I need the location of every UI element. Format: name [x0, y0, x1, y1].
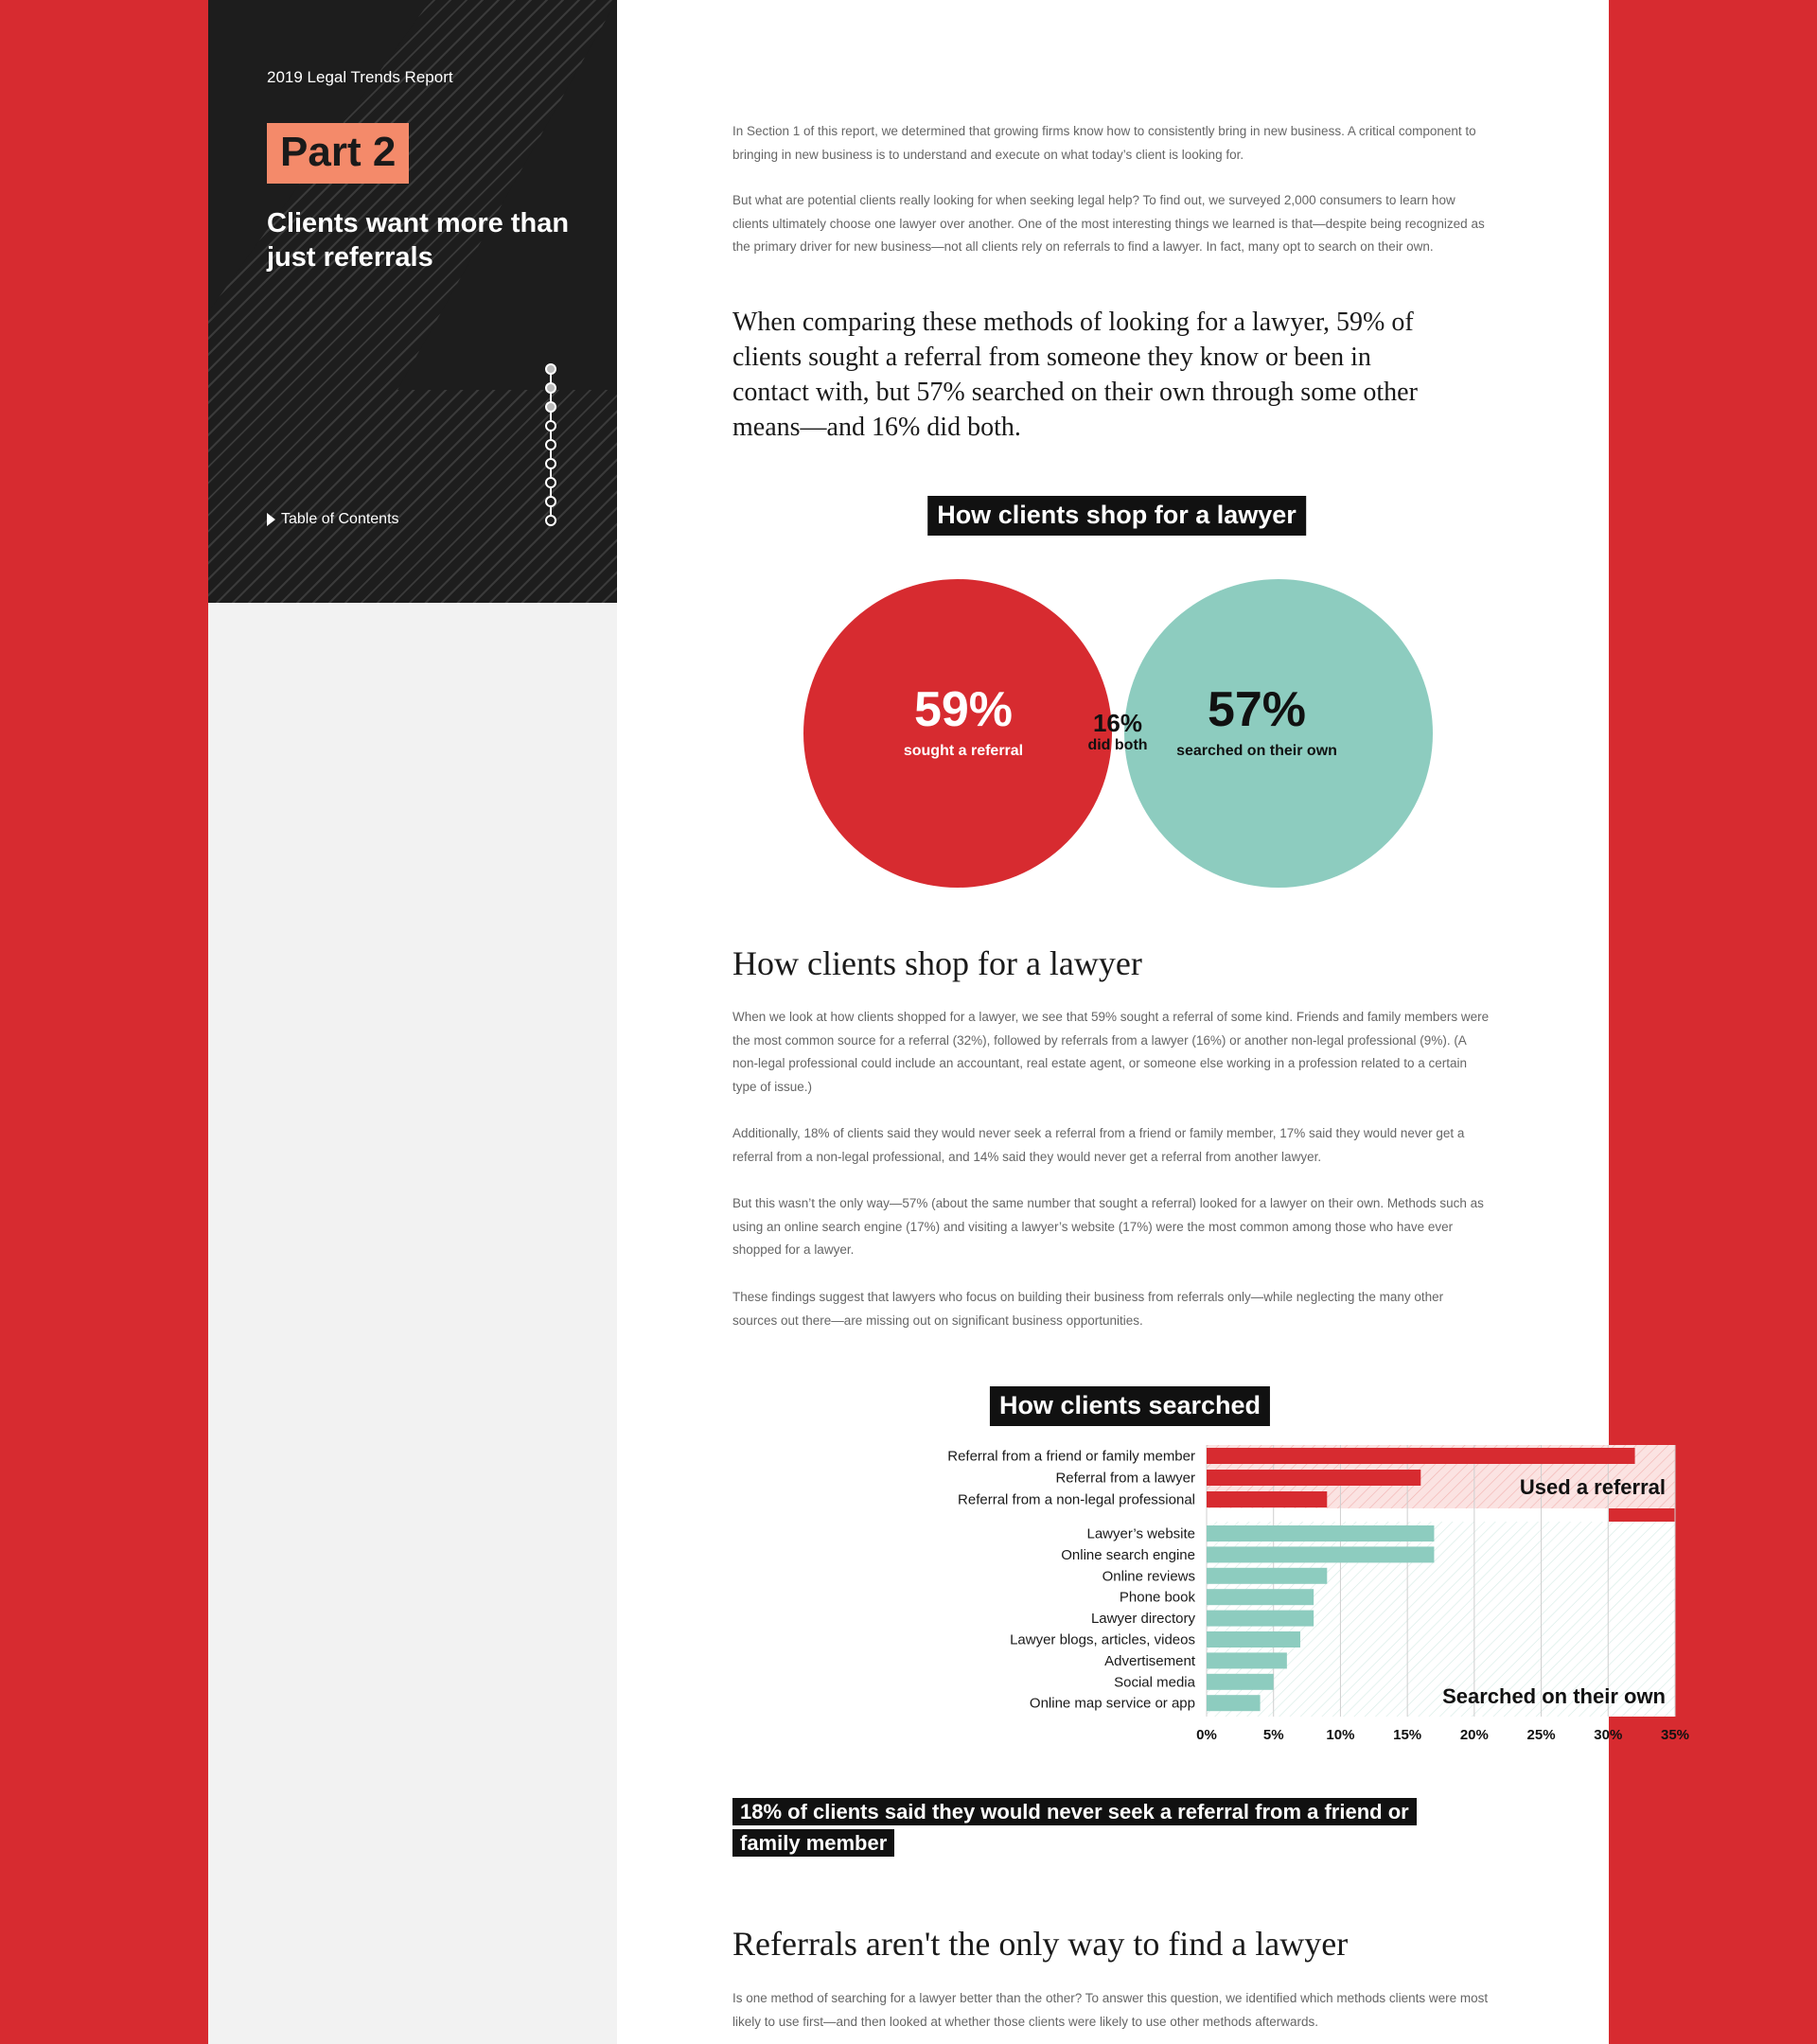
- body-paragraph: But this wasn’t the only way—57% (about the same number that sought a referral) looked for a lawyer on their own. Methods such as using an online search engine (17%) and visiting a lawyer’s website (17%) were the most common among those who have ever shopped for a lawyer.: [732, 1196, 1484, 1257]
- intro-paragraph: In Section 1 of this report, we determined that growing firms know how to consistently bring in new business. A critical component to bringing in new business is to understand and execute on what today’s client is looking for.: [732, 124, 1476, 162]
- section-heading: Referrals aren't the only way to find a lawyer: [732, 1925, 1349, 1963]
- x-tick-label: 0%: [1196, 1727, 1217, 1743]
- x-tick-label: 20%: [1459, 1727, 1489, 1743]
- bar: [1207, 1546, 1434, 1562]
- bar: [1207, 1695, 1261, 1711]
- bar: [1207, 1448, 1635, 1464]
- play-icon: [267, 513, 275, 526]
- progress-dot[interactable]: [545, 458, 556, 469]
- report-label: 2019 Legal Trends Report: [267, 68, 453, 86]
- bar-chart-title: How clients searched: [990, 1386, 1270, 1426]
- toc-label: Table of Contents: [281, 511, 399, 527]
- x-tick-label: 15%: [1393, 1727, 1422, 1743]
- venn-title: How clients shop for a lawyer: [927, 496, 1306, 536]
- body-paragraph: These findings suggest that lawyers who focus on building their business from referrals only—while neglecting the many other sources out there—are missing out on significant business opportunities.: [732, 1290, 1444, 1328]
- category-label: Advertisement: [1104, 1652, 1195, 1669]
- report-page: [208, 0, 1690, 2044]
- category-label: Referral from a friend or family member: [947, 1448, 1195, 1465]
- x-tick-label: 5%: [1262, 1727, 1284, 1743]
- progress-dot[interactable]: [545, 420, 556, 432]
- progress-dot[interactable]: [545, 515, 556, 526]
- lead-statement: When comparing these methods of looking for a lawyer, 59% of clients sought a referral from someone they know or been in contact with, but 57% searched on their own through some other means—and 16% did both.: [732, 308, 1418, 442]
- bar: [1207, 1631, 1300, 1648]
- category-label: Online reviews: [1102, 1568, 1195, 1585]
- progress-dot[interactable]: [545, 363, 556, 375]
- callout-quote: [732, 1796, 1452, 1859]
- bar: [1207, 1525, 1434, 1542]
- bar: [1207, 1652, 1287, 1668]
- bar: [1207, 1491, 1327, 1507]
- section-heading: How clients shop for a lawyer: [732, 944, 1142, 982]
- section-progress[interactable]: [545, 363, 556, 526]
- side-panel: [208, 0, 617, 2044]
- body-paragraph: Additionally, 18% of clients said they would never seek a referral from a friend or family member, 17% said they would never get a referral from a non-legal professional, and 14% said they would never get a referral from another lawyer.: [732, 1126, 1465, 1164]
- category-label: Lawyer blogs, articles, videos: [1010, 1631, 1195, 1648]
- x-tick-label: 30%: [1594, 1727, 1623, 1743]
- category-label: Social media: [1114, 1674, 1195, 1691]
- x-tick-label: 10%: [1326, 1727, 1355, 1743]
- side-panel-header: [208, 0, 617, 603]
- progress-dot[interactable]: [545, 496, 556, 507]
- bar: [1207, 1470, 1420, 1486]
- venn-left-label: sought a referral: [903, 743, 1024, 759]
- category-label: Phone book: [1119, 1589, 1195, 1606]
- x-tick-label: 35%: [1660, 1727, 1690, 1743]
- venn-diagram: [732, 568, 1490, 899]
- progress-dot[interactable]: [545, 439, 556, 450]
- part-badge: Part 2: [267, 123, 409, 184]
- category-label: Referral from a lawyer: [1055, 1470, 1195, 1487]
- section-title: Clients want more than just referrals: [267, 208, 570, 273]
- progress-dot[interactable]: [545, 477, 556, 488]
- category-label: Online search engine: [1061, 1546, 1195, 1563]
- body-paragraph: Is one method of searching for a lawyer better than the other? To answer this question, we identified which methods clients were most likely to use first—and then looked at whether those clients were likely to use other methods afterwards.: [732, 1991, 1489, 2029]
- progress-dot[interactable]: [545, 401, 556, 413]
- group-label: Searched on their own: [1442, 1684, 1666, 1708]
- venn-right-value: 57%: [1207, 682, 1307, 737]
- venn-middle-value: 16%: [1092, 709, 1143, 737]
- x-tick-label: 25%: [1526, 1727, 1556, 1743]
- bar-chart: [732, 1438, 1690, 1751]
- progress-dot[interactable]: [545, 382, 556, 394]
- venn-left-value: 59%: [913, 682, 1014, 737]
- venn-middle-label: did both: [1087, 737, 1148, 753]
- body-paragraph: When we look at how clients shopped for a lawyer, we see that 59% sought a referral of some kind. Friends and family members were the most common source for a referral (32%), followed by referrals from a lawyer (16%) or another non-legal professional (9%). (A non-legal professional could include an accountant, real estate agent, or someone else working in a profession related to a certain type of issue.): [732, 1010, 1490, 1094]
- group-label: Used a referral: [1519, 1475, 1666, 1499]
- table-of-contents-link[interactable]: [267, 511, 399, 528]
- bar: [1207, 1611, 1314, 1627]
- category-label: Lawyer’s website: [1086, 1525, 1195, 1542]
- bar: [1207, 1674, 1274, 1690]
- intro-paragraph: But what are potential clients really looking for when seeking legal help? To find out, we surveyed 2,000 consumers to learn how clients ultimately choose one lawyer over another. One of the most interesting things we learned is that—despite being recognized as the primary driver for new business—not all clients rely on referrals to find a lawyer. In fact, many opt to search on their own.: [732, 193, 1485, 254]
- bar: [1207, 1568, 1327, 1584]
- category-label: Lawyer directory: [1090, 1611, 1195, 1628]
- category-label: Referral from a non-legal professional: [958, 1491, 1195, 1508]
- category-label: Online map service or app: [1029, 1695, 1195, 1712]
- bar: [1207, 1589, 1314, 1605]
- callout-text: 18% of clients said they would never seek a referral from a friend or family member: [732, 1798, 1417, 1857]
- venn-right-label: searched on their own: [1176, 743, 1337, 759]
